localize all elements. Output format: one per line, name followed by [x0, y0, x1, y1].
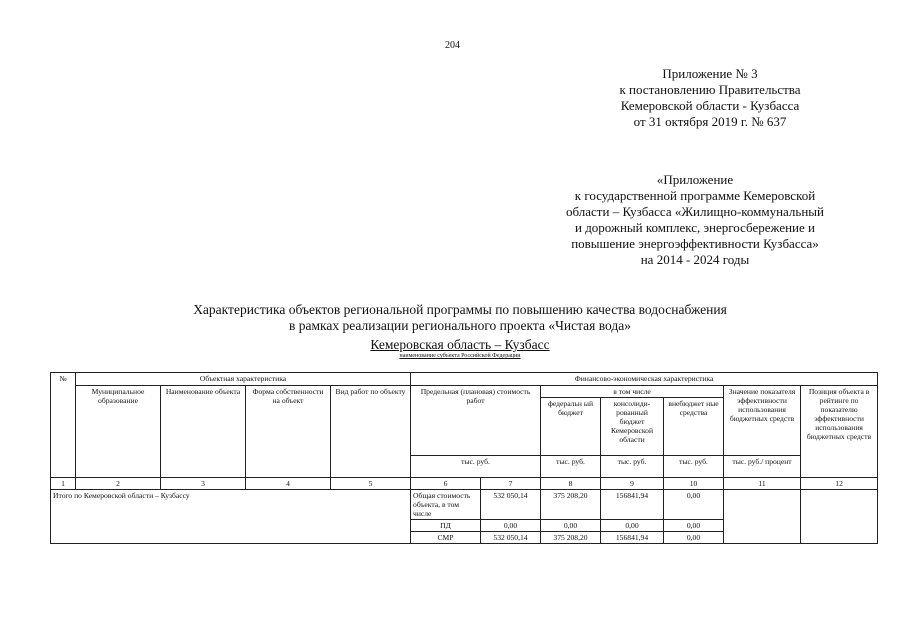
column-number: 3 [161, 478, 246, 490]
appendix-3-line: от 31 октября 2019 г. № 637 [633, 114, 787, 129]
appendix-3-line: Приложение № 3 [662, 66, 758, 81]
subject-caption: наименование субъекта Российской Федерации [399, 353, 521, 359]
header-financial-characteristic: Финансово-экономическая характеристика [411, 373, 878, 386]
extrabudget-value: 0,00 [664, 490, 724, 520]
table-row [51, 490, 878, 520]
header-federal-budget: федеральн ый бюджет [541, 398, 601, 456]
row-label: СМР [411, 532, 481, 544]
cost-value: 532 050,14 [481, 490, 541, 520]
header-ownership: Форма собственности на объект [246, 386, 331, 478]
header-consolidated-budget: консолиди- рованный бюджет Кемеровской области [601, 398, 664, 456]
column-number: 10 [664, 478, 724, 490]
federal-value: 375 208,20 [541, 490, 601, 520]
unit-federal: тыс. руб. [541, 456, 601, 478]
subject-name [60, 337, 860, 353]
document-title-line: в рамках реализации регионального проекта «Чистая вода» [289, 318, 631, 333]
program-appendix-header [530, 172, 860, 268]
extrabudget-value: 0,00 [664, 520, 724, 532]
page-number: 204 [445, 40, 460, 51]
column-number: 8 [541, 478, 601, 490]
appendix-3-line: Кемеровской области - Кузбасса [620, 98, 800, 113]
program-appendix-line: и дорожный комплекс, энергосбережение и [574, 220, 815, 235]
program-appendix-line: на 2014 - 2024 годы [640, 252, 750, 267]
row-label: Общая стоимость объекта, в том числе [411, 490, 481, 520]
column-number: 4 [246, 478, 331, 490]
column-number: 11 [724, 478, 801, 490]
cost-value: 532 050,14 [481, 532, 541, 544]
header-work-type: Вид работ по объекту [331, 386, 411, 478]
header-extrabudget: внебюджет ные средства [664, 398, 724, 456]
program-appendix-line: области – Кузбасса «Жилищно-коммунальный [565, 204, 824, 219]
efficiency-value [724, 490, 801, 544]
cost-value: 0,00 [481, 520, 541, 532]
header-number: № [51, 373, 76, 478]
subject-name-text: Кемеровская область – Кузбасс [370, 337, 550, 352]
column-number: 9 [601, 478, 664, 490]
federal-value: 0,00 [541, 520, 601, 532]
unit-consolidated: тыс. руб. [601, 456, 664, 478]
program-appendix-line: повышение энергоэффективности Кузбасса» [571, 236, 819, 251]
unit-efficiency: тыс. руб./ процент [724, 456, 801, 478]
federal-value: 375 208,20 [541, 532, 601, 544]
header-including: в том числе [541, 386, 724, 398]
appendix-3-line: к постановлению Правительства [619, 82, 801, 97]
rating-position-value [801, 490, 878, 544]
header-efficiency: Значение показателя эффективности использования бюджетных средств [724, 386, 801, 456]
document-title-line: Характеристика объектов региональной программы по повышению качества водоснабжения [193, 302, 727, 317]
consolidated-value: 156841,94 [601, 490, 664, 520]
column-number: 5 [331, 478, 411, 490]
column-number: 6 [411, 478, 481, 490]
total-label: Итого по Кемеровской области – Кузбассу [51, 490, 411, 544]
appendix-3-header [560, 66, 860, 130]
column-number: 2 [76, 478, 161, 490]
column-number: 1 [51, 478, 76, 490]
header-object-name: Наименование объекта [161, 386, 246, 478]
row-label: ПД [411, 520, 481, 532]
objects-table [50, 372, 878, 544]
document-title [60, 302, 860, 334]
unit-cost: тыс. руб. [411, 456, 541, 478]
program-appendix-line: «Приложение [656, 172, 734, 187]
column-number: 12 [801, 478, 878, 490]
header-planned-cost: Предельная (плановая) стоимость работ [411, 386, 541, 456]
consolidated-value: 0,00 [601, 520, 664, 532]
header-rating-position: Позиция объекта в рейтинге по показателю эффективности использования бюджетных средств [801, 386, 878, 478]
column-number: 7 [481, 478, 541, 490]
unit-extrabudget: тыс. руб. [664, 456, 724, 478]
header-municipality: Муниципальное образование [76, 386, 161, 478]
header-object-characteristic: Объектная характеристика [76, 373, 411, 386]
extrabudget-value: 0,00 [664, 532, 724, 544]
program-appendix-line: к государственной программе Кемеровской [574, 188, 816, 203]
consolidated-value: 156841,94 [601, 532, 664, 544]
